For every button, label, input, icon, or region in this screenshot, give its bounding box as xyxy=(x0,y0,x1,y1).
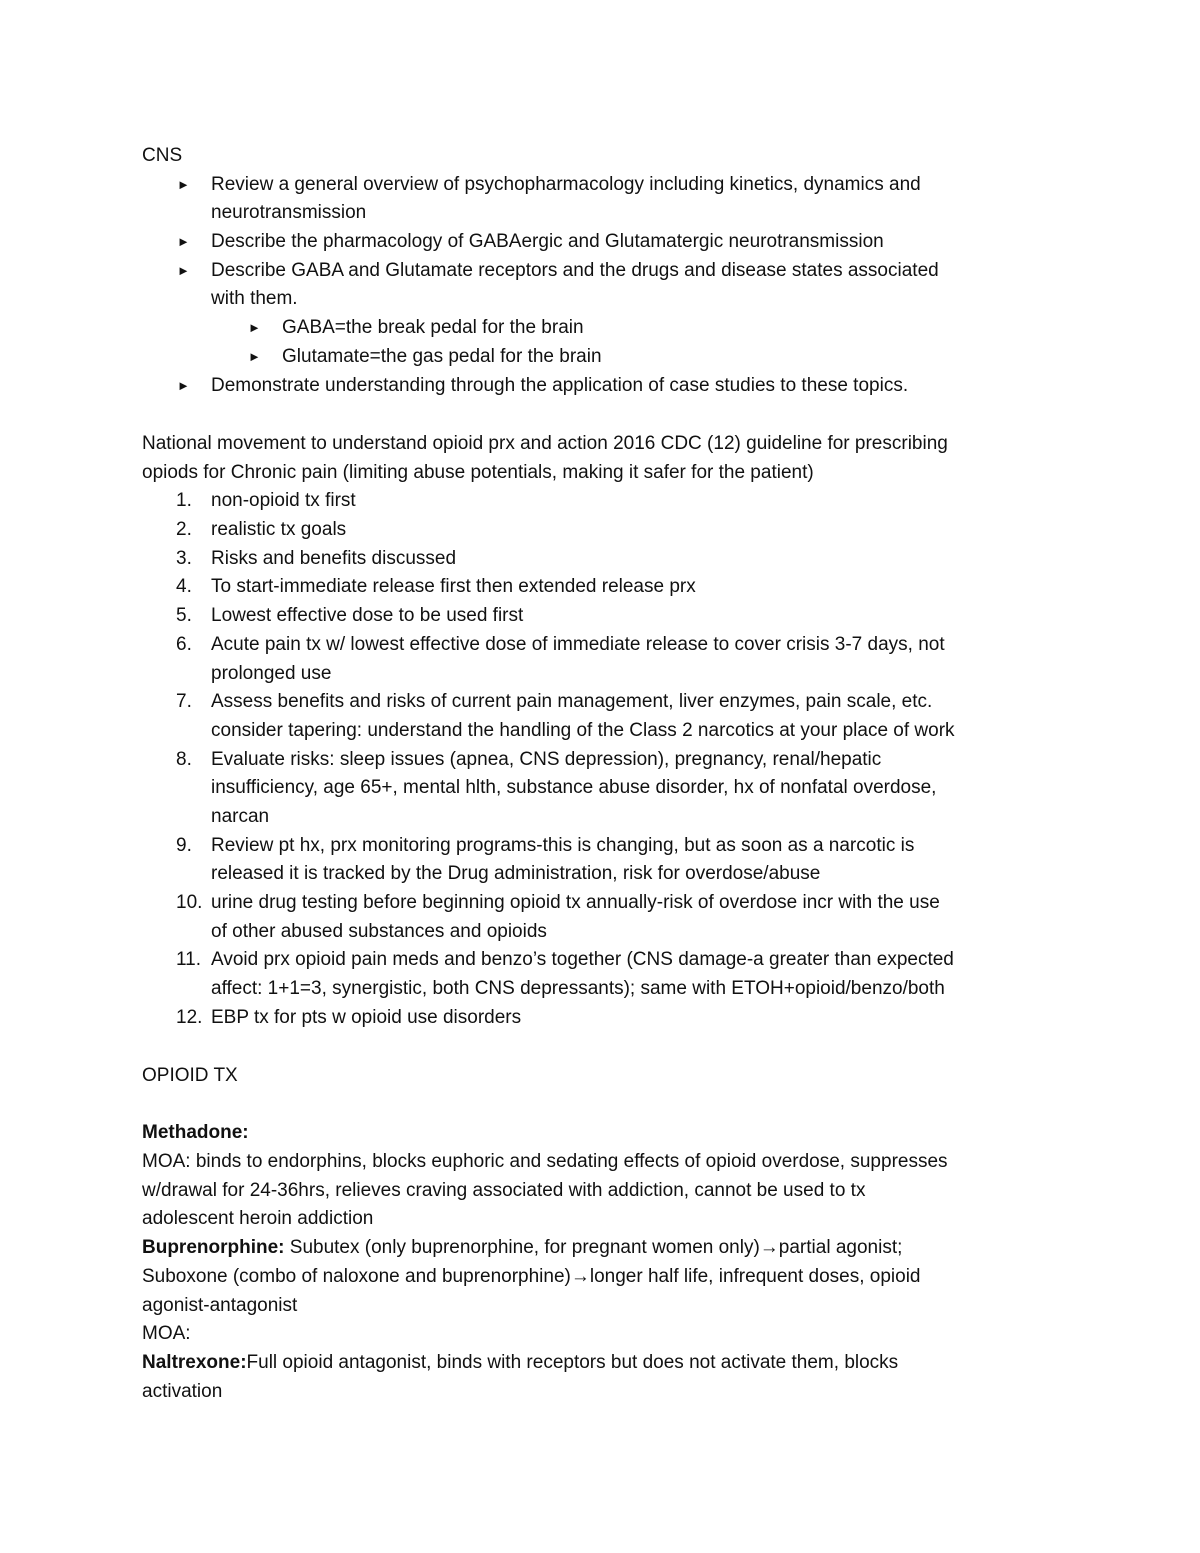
item-text: urine drug testing before beginning opioid tx annually-risk of overdose incr with the use xyxy=(211,892,940,913)
moa-line: MOA: xyxy=(142,1323,191,1345)
arrow-bullet-icon: ► xyxy=(177,262,190,278)
numbered-item xyxy=(142,1004,1072,1033)
numbered-item xyxy=(142,832,1072,889)
arrow-bullet-icon: ► xyxy=(177,176,190,192)
item-text: released it is tracked by the Drug administration, risk for overdose/abuse xyxy=(211,863,821,885)
item-text: prolonged use xyxy=(211,662,332,684)
item-number: 10. xyxy=(176,892,203,913)
guideline-intro: National movement to understand opioid prx and action 2016 CDC (12) guideline for prescribing xyxy=(142,433,948,454)
arrow-bullet-icon: ► xyxy=(177,234,190,250)
item-text: consider tapering: understand the handling of the Class 2 narcotics at your place of work xyxy=(211,719,955,741)
item-text: Risks and benefits discussed xyxy=(211,547,457,569)
item-text: Lowest effective dose to be used first xyxy=(211,605,524,627)
item-text: Acute pain tx w/ lowest effective dose of immediate release to cover crisis 3-7 days, not xyxy=(211,633,945,655)
item-number: 4. xyxy=(176,576,192,598)
item-text: narcan xyxy=(211,805,270,827)
item-text: insufficiency, age 65+, mental hlth, substance abuse disorder, hx of nonfatal overdose, xyxy=(211,777,937,799)
cns-bullet-1: ► Review a general overview of psychopharmacology including kinetics, dynamics and neurotransmission xyxy=(142,171,1072,228)
opioid-tx-heading: OPIOID TX xyxy=(142,1065,238,1086)
item-text: of other abused substances and opioids xyxy=(211,920,547,942)
item-text: EBP tx for pts w opioid use disorders xyxy=(211,1006,522,1028)
item-number: 9. xyxy=(176,834,192,856)
buprenorphine-line-2: Suboxone (combo of naloxone and buprenorphine)→longer half life, infrequent doses, opioid xyxy=(142,1265,921,1287)
buprenorphine-line-3: agonist-antagonist xyxy=(142,1294,298,1316)
naltrexone-line-1: Naltrexone:Full opioid antagonist, binds with receptors but does not activate them, blocks xyxy=(142,1351,899,1373)
cns-bullet-2: ► Describe the pharmacology of GABAergic and Glutamatergic neurotransmission xyxy=(142,228,1072,257)
item-number: 2. xyxy=(176,519,192,541)
arrow-bullet-icon: ► xyxy=(177,377,190,393)
numbered-item xyxy=(142,573,1072,602)
numbered-item xyxy=(142,688,1072,745)
cns-bullet-4: ► Demonstrate understanding through the application of case studies to these topics. xyxy=(142,372,1072,401)
numbered-item xyxy=(142,631,1072,688)
naltrexone-line-2: activation xyxy=(142,1380,223,1402)
naltrexone-label: Naltrexone: xyxy=(142,1351,247,1373)
numbered-item xyxy=(142,946,1072,1003)
item-number: 11. xyxy=(176,949,202,971)
buprenorphine-label: Buprenorphine: xyxy=(142,1237,285,1259)
cns-sub-bullet-1: ► GABA=the break pedal for the brain xyxy=(142,314,1072,343)
guideline-numbered-list xyxy=(142,487,1072,1032)
item-text: Review pt hx, prx monitoring programs-this is changing, but as soon as a narcotic is xyxy=(211,834,915,856)
numbered-item xyxy=(142,889,1072,946)
item-text: Avoid prx opioid pain meds and benzo’s together (CNS damage-a greater than expected xyxy=(211,949,954,971)
arrow-bullet-icon: ► xyxy=(248,320,261,336)
numbered-item xyxy=(142,746,1072,832)
methadone-label: Methadone: xyxy=(142,1122,249,1144)
methadone-text: MOA: binds to endorphins, blocks euphoric and sedating effects of opioid overdose, suppresses xyxy=(142,1151,948,1173)
item-text: affect: 1+1=3, synergistic, both CNS depressants); same with ETOH+opioid/benzo/both xyxy=(211,978,945,1000)
right-arrow-icon: → xyxy=(759,1237,779,1259)
buprenorphine-line-1: Buprenorphine: Subutex (only buprenorphine, for pregnant women only)→partial agonist; xyxy=(142,1237,903,1259)
guideline-section: National movement to understand opioid prx and action 2016 CDC (12) guideline for prescribing opiods for Chronic pain (limiting abuse potentials, making it safer for the patient) 1. non-opioid tx first 2. realistic tx goals 3. Risks and benefits discussed 4. To start-immediate release first then extended release prx 5. Lowest effective dose to be used first 6. Acute pain tx w/ lowest effective dose of immediate release to cover crisis 3-7 days, not prolonged use 7. Assess benefits and risks of current pain management, liver enzymes, pain scale, etc. consider tapering: understand the handling of the Class 2 narcotics at your place of work 8. Evaluate risks: sleep issues (apnea, CNS depression), pregnancy, renal/hepatic insufficiency, age 65+, mental hlth, substance abuse disorder, hx of nonfatal overdose, narcan 9. Review pt hx, prx monitoring programs-this is changing, but as soon as a narcotic is released it is tracked by the Drug administration, risk for overdose/abuse 10. urine drug testing before beginning opioid tx annually-risk of overdose incr with the use of other abused substances and opioids 11. Avoid prx opioid pain meds and benzo’s together (CNS damage-a greater than expected affect: 1+1=3, synergistic, both CNS depressants); same with ETOH+opioid/benzo/both 12. EBP tx for pts w opioid use disorders xyxy=(142,430,1072,1032)
item-number: 3. xyxy=(176,547,192,569)
numbered-item xyxy=(142,602,1072,631)
item-number: 5. xyxy=(176,605,192,627)
item-text: Evaluate risks: sleep issues (apnea, CNS depression), pregnancy, renal/hepatic xyxy=(211,748,882,770)
item-number: 7. xyxy=(176,691,192,713)
item-text: non-opioid tx first xyxy=(211,490,356,512)
numbered-item xyxy=(142,516,1072,545)
item-number: 6. xyxy=(176,633,192,655)
cns-bullet-3: ► Describe GABA and Glutamate receptors and the drugs and disease states associated with them. xyxy=(142,257,1072,314)
item-number: 8. xyxy=(176,748,192,770)
numbered-item xyxy=(142,487,1072,516)
item-number: 1. xyxy=(176,490,192,512)
opioid-tx-section: OPIOID TX Methadone: MOA: binds to endorphins, blocks euphoric and sedating effects of opioid overdose, suppresses w/drawal for 24-36hrs, relieves craving associated with addiction, cannot be used to tx adolescent heroin addiction Buprenorphine: Subutex (only buprenorphine, for pregnant women only)→partial agonist; Suboxone (combo of naloxone and buprenorphine)→longer half life, infrequent doses, opioid agonist-antagonist MOA: Naltrexone:Full opioid antagonist, binds with receptors but does not activate them, blocks activation xyxy=(142,1062,1072,1406)
item-text: To start-immediate release first then extended release prx xyxy=(211,576,696,598)
cns-heading: CNS xyxy=(142,145,183,166)
numbered-item xyxy=(142,545,1072,574)
item-text: realistic tx goals xyxy=(211,519,347,541)
right-arrow-icon: → xyxy=(570,1265,590,1287)
arrow-bullet-icon: ► xyxy=(248,348,261,364)
cns-section xyxy=(142,142,1072,400)
item-number: 12. xyxy=(176,1006,203,1028)
item-text: Assess benefits and risks of current pain management, liver enzymes, pain scale, etc. xyxy=(211,691,933,713)
cns-sub-bullet-2: ► Glutamate=the gas pedal for the brain xyxy=(142,343,1072,372)
